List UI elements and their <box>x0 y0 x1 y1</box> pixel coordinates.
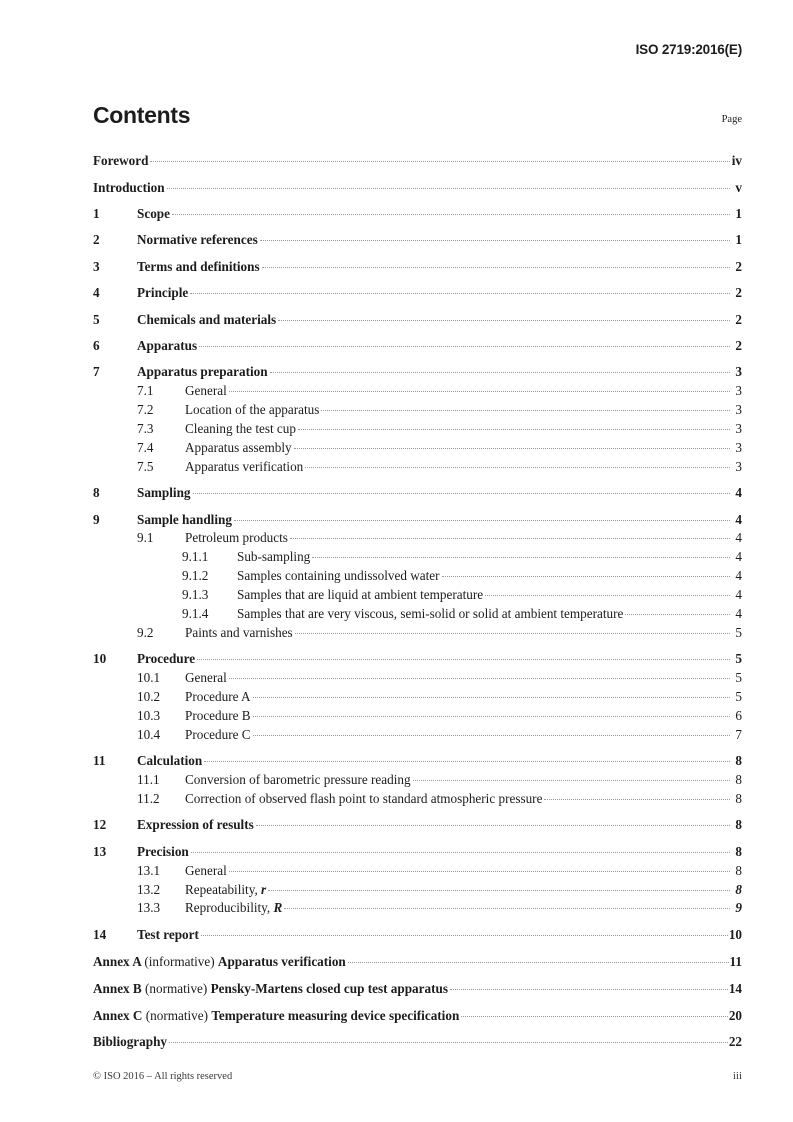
toc-entry-title: Location of the apparatus <box>185 402 320 418</box>
toc-entry-label <box>185 792 542 805</box>
toc-entry-page-number: 1 <box>735 232 742 248</box>
dot-leader <box>260 231 730 244</box>
toc-entry-label <box>93 1009 459 1022</box>
toc-entry-page-number: 4 <box>735 568 742 584</box>
toc-entry[interactable] <box>93 484 742 499</box>
toc-entry-label <box>137 233 258 246</box>
dot-leader <box>172 205 730 218</box>
toc-entry-page-number: 20 <box>728 1007 742 1023</box>
annex-name: Annex A <box>93 953 145 969</box>
toc-entry[interactable] <box>93 586 742 601</box>
toc-entry-label <box>137 928 199 941</box>
toc-entry-number: 9 <box>93 511 100 527</box>
dot-leader <box>201 926 728 939</box>
toc-entry-number: 1 <box>93 205 100 221</box>
toc-entry-title: Samples that are very viscous, semi-solid or solid at ambient temperature <box>237 606 624 621</box>
toc-entry-number: 4 <box>93 285 100 301</box>
toc-entry[interactable] <box>93 420 742 435</box>
toc-entry-number: 10.2 <box>137 689 161 705</box>
toc-entry-label <box>185 384 227 397</box>
toc-entry-title: Bibliography <box>93 1034 168 1050</box>
toc-entry-title: Cleaning the test cup <box>185 420 296 436</box>
toc-entry[interactable] <box>93 843 742 858</box>
toc-entry-number: 9.1.3 <box>182 587 209 603</box>
toc-entry[interactable] <box>93 510 742 525</box>
toc-entry[interactable] <box>93 707 742 722</box>
toc-entry-number: 11 <box>93 753 106 769</box>
toc-entry[interactable] <box>93 669 742 684</box>
page-column-label: Page <box>721 113 742 125</box>
toc-entry[interactable] <box>93 816 742 831</box>
toc-entry-label <box>93 181 165 194</box>
dot-leader <box>413 771 730 784</box>
dot-leader <box>278 310 730 323</box>
dot-leader <box>295 624 730 637</box>
toc-entry-label <box>137 845 189 858</box>
toc-entry-page-number: 9 <box>735 900 742 916</box>
toc-entry-title: Scope <box>137 205 170 221</box>
dot-leader <box>234 510 730 523</box>
dot-leader <box>284 899 730 912</box>
toc-entry[interactable] <box>93 382 742 397</box>
toc-entry[interactable] <box>93 439 742 454</box>
toc-entry-title: Terms and definitions <box>137 258 260 274</box>
toc-entry-page-number: 7 <box>735 726 742 742</box>
toc-entry-label <box>185 531 288 544</box>
toc-entry-number: 8 <box>93 485 100 501</box>
toc-entry-title: Test report <box>137 926 199 942</box>
toc-entry-title: General <box>185 862 227 878</box>
contents-heading-row <box>93 104 742 127</box>
dot-leader <box>229 669 730 682</box>
toc-entry-page-number: 8 <box>735 817 742 833</box>
toc-entry-title: Sample handling <box>137 511 232 527</box>
toc-entry[interactable] <box>93 363 742 378</box>
toc-entry-title: Samples that are liquid at ambient temperature <box>237 587 484 603</box>
toc-entry-number: 9.1.2 <box>182 568 209 584</box>
toc-entry-label <box>137 652 195 665</box>
page-title: Contents <box>93 102 191 128</box>
copyright-notice: © ISO 2016 – All rights reserved <box>93 1071 233 1082</box>
dot-leader <box>268 880 730 893</box>
toc-entry-symbol: R <box>273 900 283 916</box>
dot-leader <box>312 548 730 561</box>
toc-entry-page-number: 8 <box>735 791 742 807</box>
dot-leader <box>450 979 728 992</box>
toc-entry-page-number: 8 <box>735 753 742 769</box>
toc-entry[interactable] <box>93 258 742 273</box>
toc-entry[interactable] <box>93 567 742 582</box>
toc-entry-title: Procedure B <box>185 707 251 723</box>
dot-leader <box>348 953 729 966</box>
toc-entry-label <box>185 626 293 639</box>
toc-entry-number: 3 <box>93 258 100 274</box>
toc-entry[interactable] <box>93 1006 742 1021</box>
toc-entry-number: 9.2 <box>137 624 154 640</box>
dot-leader <box>229 862 730 875</box>
toc-entry-number: 13 <box>93 843 107 859</box>
toc-entry-title: Normative references <box>137 232 258 248</box>
dot-leader <box>270 363 730 376</box>
toc-entry-number: 10.1 <box>137 670 161 686</box>
toc-entry-page-number: 1 <box>735 205 742 221</box>
toc-entry-title: Principle <box>137 285 189 301</box>
toc-entry-page-number: iv <box>731 153 742 169</box>
toc-entry[interactable] <box>93 178 742 193</box>
toc-entry-label <box>137 207 170 220</box>
toc-entry-title: General <box>185 670 227 686</box>
toc-entry-page-number: 11 <box>729 953 742 969</box>
toc-entry-page-number: 2 <box>735 337 742 353</box>
toc-entry[interactable] <box>93 953 742 968</box>
toc-entry-label <box>185 901 282 914</box>
dot-leader <box>253 726 730 739</box>
toc-entry-label <box>185 671 227 684</box>
toc-entry-page-number: 5 <box>735 670 742 686</box>
toc-entry-label <box>93 1035 167 1048</box>
dot-leader <box>544 790 730 803</box>
toc-entry-page-number: 8 <box>735 843 742 859</box>
toc-entry-number: 10.3 <box>137 707 161 723</box>
toc-entry-number: 7.1 <box>137 383 154 399</box>
toc-entry-label <box>185 460 303 473</box>
toc-entry-number: 5 <box>93 311 100 327</box>
dot-leader <box>256 816 730 829</box>
toc-entry[interactable] <box>93 529 742 544</box>
toc-entry-label <box>237 550 310 563</box>
toc-entry-label <box>237 607 623 620</box>
toc-entry[interactable] <box>93 726 742 741</box>
toc-entry[interactable] <box>93 862 742 877</box>
annex-name: Annex C <box>93 1007 146 1023</box>
toc-entry-page-number: 4 <box>735 485 742 501</box>
dot-leader <box>262 258 730 271</box>
toc-entry-page-number: 2 <box>735 285 742 301</box>
toc-entry-number: 10 <box>93 651 107 667</box>
toc-entry[interactable] <box>93 310 742 325</box>
toc-entry[interactable] <box>93 880 742 895</box>
toc-entry-label <box>185 690 251 703</box>
toc-entry-title: Apparatus assembly <box>185 439 292 455</box>
toc-entry-label <box>137 513 232 526</box>
toc-entry-page-number: 10 <box>728 926 742 942</box>
toc-entry-page-number: 4 <box>735 587 742 603</box>
toc-entry-label <box>237 569 440 582</box>
toc-entry-number: 7.4 <box>137 439 154 455</box>
toc-entry[interactable] <box>93 688 742 703</box>
toc-entry-label <box>137 365 268 378</box>
toc-entry-title: Apparatus verification <box>185 458 304 474</box>
toc-entry-page-number: 8 <box>735 772 742 788</box>
page-footer <box>93 1070 742 1082</box>
toc-entry-label <box>185 773 411 786</box>
toc-entry-page-number: 4 <box>735 511 742 527</box>
toc-entry[interactable] <box>93 337 742 352</box>
toc-entry-title: Repeatability, <box>185 881 262 897</box>
toc-entry[interactable] <box>93 926 742 941</box>
dot-leader <box>204 752 730 765</box>
toc-entry[interactable] <box>93 284 742 299</box>
dot-leader <box>253 688 730 701</box>
toc-entry[interactable] <box>93 650 742 665</box>
toc-entry-title: Conversion of barometric pressure reading <box>185 772 411 788</box>
page-folio: iii <box>732 1070 742 1082</box>
dot-leader <box>190 284 730 297</box>
toc-entry-label <box>137 313 276 326</box>
toc-entry[interactable] <box>93 979 742 994</box>
toc-entry-label <box>137 339 197 352</box>
toc-entry-title: Apparatus verification <box>217 953 346 969</box>
toc-entry-title: Introduction <box>93 179 165 195</box>
toc-entry-title: Samples containing undissolved water <box>237 568 440 584</box>
toc-entry-label <box>185 883 266 896</box>
dot-leader <box>294 439 730 452</box>
toc-entry[interactable] <box>93 1033 742 1048</box>
toc-entry-page-number: 3 <box>735 420 742 436</box>
dot-leader <box>150 152 730 165</box>
annex-type: (normative) <box>145 980 211 996</box>
toc-entry-title: Procedure <box>137 651 196 667</box>
toc-entry-page-number: 6 <box>735 707 742 723</box>
toc-entry-number: 7.2 <box>137 402 154 418</box>
toc-entry-page-number: 5 <box>735 624 742 640</box>
toc-entry-number: 9.1.1 <box>182 549 209 565</box>
toc-entry-label <box>137 818 254 831</box>
toc-entry[interactable] <box>93 401 742 416</box>
dot-leader <box>253 707 730 720</box>
toc-entry-number: 10.4 <box>137 726 161 742</box>
toc-entry-page-number: 3 <box>735 402 742 418</box>
toc-entry[interactable] <box>93 205 742 220</box>
dot-leader <box>167 178 730 191</box>
toc-entry-title: Procedure C <box>185 726 251 742</box>
toc-entry-number: 7 <box>93 364 100 380</box>
toc-entry-title: Correction of observed flash point to standard atmospheric pressure <box>185 791 543 807</box>
toc-entry-page-number: 8 <box>735 881 742 897</box>
toc-entry[interactable] <box>93 458 742 473</box>
toc-entry-title: Temperature measuring device specification <box>211 1007 460 1023</box>
annex-type: (informative) <box>144 953 218 969</box>
toc-entry-symbol: r <box>261 881 267 897</box>
toc-entry-page-number: 4 <box>735 549 742 565</box>
toc-entry-page-number: 2 <box>735 311 742 327</box>
dot-leader <box>199 337 730 350</box>
toc-entry-title: Calculation <box>137 753 203 769</box>
toc-entry-title: Apparatus <box>137 337 198 353</box>
toc-entry-label <box>185 441 292 454</box>
toc-entry-page-number: 3 <box>735 458 742 474</box>
toc-entry-label <box>185 864 227 877</box>
dot-leader <box>298 420 730 433</box>
dot-leader <box>485 586 730 599</box>
toc-entry-title: Foreword <box>93 153 149 169</box>
toc-entry-label <box>137 754 202 767</box>
toc-entry-label <box>137 286 188 299</box>
toc-entry[interactable] <box>93 624 742 639</box>
toc-entry-title: Procedure A <box>185 689 251 705</box>
dot-leader <box>305 458 730 471</box>
toc-entry-page-number: 3 <box>735 439 742 455</box>
toc-entry-title: Precision <box>137 843 189 859</box>
toc-entry-title: Reproducibility, <box>185 900 274 916</box>
toc-entry-title: Chemicals and materials <box>137 311 277 327</box>
dot-leader <box>229 382 730 395</box>
toc-entry-label <box>93 955 346 968</box>
toc-entry-title: Expression of results <box>137 817 254 833</box>
dot-leader <box>169 1033 728 1046</box>
toc-entry-title: Petroleum products <box>185 530 288 546</box>
toc-entry-title: General <box>185 383 227 399</box>
dot-leader <box>191 843 730 856</box>
toc-entry-label <box>137 260 260 273</box>
dot-leader <box>461 1006 728 1019</box>
toc-entry-number: 11.2 <box>137 791 160 807</box>
toc-entry-title: Sub-sampling <box>237 549 311 565</box>
toc-entry-number: 9.1 <box>137 530 154 546</box>
dot-leader <box>290 529 730 542</box>
dot-leader <box>321 401 730 414</box>
toc-entry[interactable] <box>93 899 742 914</box>
toc-entry-number: 7.5 <box>137 458 154 474</box>
toc-entry-label <box>185 728 251 741</box>
toc-entry[interactable] <box>93 152 742 167</box>
toc-entry[interactable] <box>93 771 742 786</box>
dot-leader <box>193 484 730 497</box>
toc-entry[interactable] <box>93 231 742 246</box>
toc-entry-page-number: 3 <box>735 383 742 399</box>
toc-entry[interactable] <box>93 605 742 620</box>
annex-name: Annex B <box>93 980 146 996</box>
toc-entry-page-number: 22 <box>728 1034 742 1050</box>
toc-entry-label <box>185 422 296 435</box>
toc-entry-number: 7.3 <box>137 420 154 436</box>
dot-leader <box>625 605 730 618</box>
toc-entry[interactable] <box>93 548 742 563</box>
toc-entry-label <box>93 154 148 167</box>
toc-entry-page-number: 4 <box>735 606 742 621</box>
toc-entry-number: 13.1 <box>137 862 161 878</box>
toc-entry-label <box>185 403 319 416</box>
toc-entry-number: 13.2 <box>137 881 161 897</box>
toc-entry-page-number: 3 <box>735 364 742 380</box>
toc-entry-number: 13.3 <box>137 900 161 916</box>
dot-leader <box>442 567 730 580</box>
toc-entry-label <box>237 588 483 601</box>
toc-entry-number: 14 <box>93 926 107 942</box>
toc-entry-title: Pensky-Martens closed cup test apparatus <box>210 980 448 996</box>
toc-entry-number: 6 <box>93 337 100 353</box>
toc-entry[interactable] <box>93 752 742 767</box>
toc-entry-page-number: v <box>735 179 742 195</box>
toc-entry-number: 11.1 <box>137 772 160 788</box>
annex-type: (normative) <box>145 1007 212 1023</box>
toc-entry-title: Paints and varnishes <box>185 624 293 640</box>
toc-entry-page-number: 5 <box>735 689 742 705</box>
dot-leader <box>197 650 730 663</box>
toc-entry-number: 2 <box>93 232 100 248</box>
toc-entry-title: Sampling <box>137 485 191 501</box>
toc-entry-page-number: 4 <box>735 530 742 546</box>
toc-entry-page-number: 8 <box>735 862 742 878</box>
toc-entry-label <box>137 486 191 499</box>
toc-entry[interactable] <box>93 790 742 805</box>
toc-entry-number: 9.1.4 <box>182 606 209 621</box>
toc-entry-title: Apparatus preparation <box>137 364 268 380</box>
toc-entry-page-number: 14 <box>728 980 742 996</box>
toc-entry-label <box>185 709 251 722</box>
toc-entry-label <box>93 982 448 995</box>
running-header-standard-ref: ISO 2719:2016(E) <box>635 42 742 57</box>
toc-entry-page-number: 5 <box>735 651 742 667</box>
toc-entry-number: 12 <box>93 817 107 833</box>
toc-entry-page-number: 2 <box>735 258 742 274</box>
table-of-contents <box>93 152 742 1049</box>
